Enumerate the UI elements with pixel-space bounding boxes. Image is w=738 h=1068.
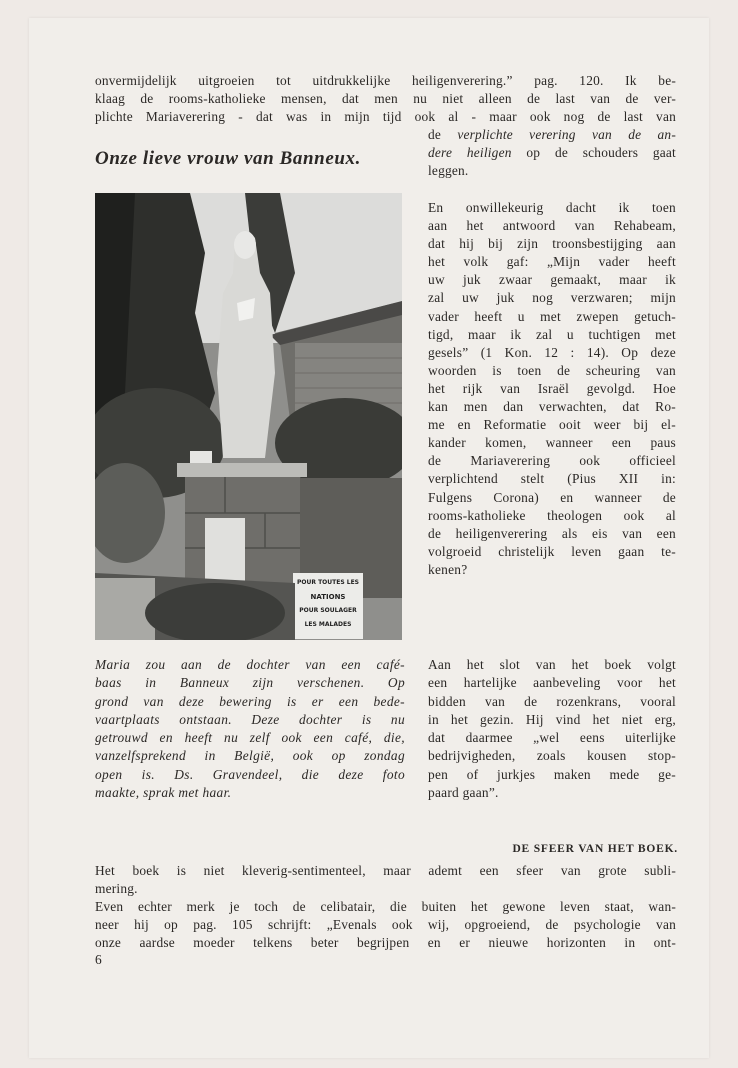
section-heading: Onze lieve vrouw van Banneux.: [95, 148, 361, 169]
statue-photo: [95, 193, 402, 640]
text-line: mering.: [95, 881, 138, 896]
text-line: dere heiligen op de schouders gaat: [428, 145, 676, 160]
body-paragraph: En onwillekeurig dacht ik toen aan het antwoord van Rehabeam, dat hij bij zijn troonsbestijging aan het volk gaf: „Mijn vader heeft uw juk zwaar gemaakt, maar ik zal uw juk nog verzwaren; mijn vader heeft u met zwepen getuch- tigd, maar ik zal u tuchtigen met gesels” (1 Kon. 12 : 14). Op deze woorden is toen de scheuring van het rijk van Israël gevolgd. Hoe kan men dan verwachten, dat Ro- me en Reformatie ooit weer bij el- kander komen, wanneer een paus de Mariaverering ook officieel verplichtend stelt (Pius XII in: Fulgens Corona) en wanneer de rooms-katholieke theologen ook al de heiligenverering als eis van een volgroeid christelijk leven gaan te- kenen?: [428, 200, 676, 577]
text-line: onvermijdelijk uitgroeien tot uitdrukkelijke heiligenverering.” pag. 120. Ik be-: [95, 73, 676, 88]
page-number: 6: [95, 952, 102, 967]
text-line: onze aardse moeder telkens beter begrijpen en er nieuwe horizonten in ont-: [95, 935, 676, 950]
text-line: Even echter merk je toch de celibatair, die buiten het gewone leven staat, wan-: [95, 899, 676, 914]
text-line: Het boek is niet kleverig-sentimenteel, maar ademt een sfeer van grote subli-: [95, 863, 676, 878]
text-line: neer hij op pag. 105 schrijft: „Evenals ook wij, opgroeiend, de psychologie van: [95, 917, 676, 932]
memorial-sign: POUR TOUTES LES NATIONS POUR SOULAGER LES MALADES: [297, 579, 359, 628]
text-line: leggen.: [428, 163, 469, 178]
section-subheading: DE SFEER VAN HET BOEK.: [512, 843, 678, 855]
body-paragraph: Aan het slot van het boek volgt een hartelijke aanbeveling voor het bidden van de rozenkrans, vooral in het gezin. Hij vind het niet erg, dat daarmee „wel eens uiterlijke bedrijvigheden, zoals kousen stop- pen of jurkjes maken mede ge- paard gaan”.: [428, 657, 676, 801]
photo-caption: Maria zou aan de dochter van een café- baas in Banneux zijn verschenen. Op grond van deze bewering is er een bede- vaartplaats ontstaan. Deze dochter is nu getrouwd en heeft nu zelf ook een café, die, vanzelfsprekend in België, ook op zondag open is. Ds. Gravendeel, die deze foto maakte, sprak met haar.: [95, 657, 405, 801]
text-line: plichte Mariaverering - dat was in mijn tijd ook al - maar ook nog de last van: [95, 109, 676, 124]
text-line: klaag de rooms-katholieke mensen, dat men nu niet alleen de last van de ver-: [95, 91, 676, 106]
text-line: de verplichte verering van de an-: [428, 127, 676, 142]
